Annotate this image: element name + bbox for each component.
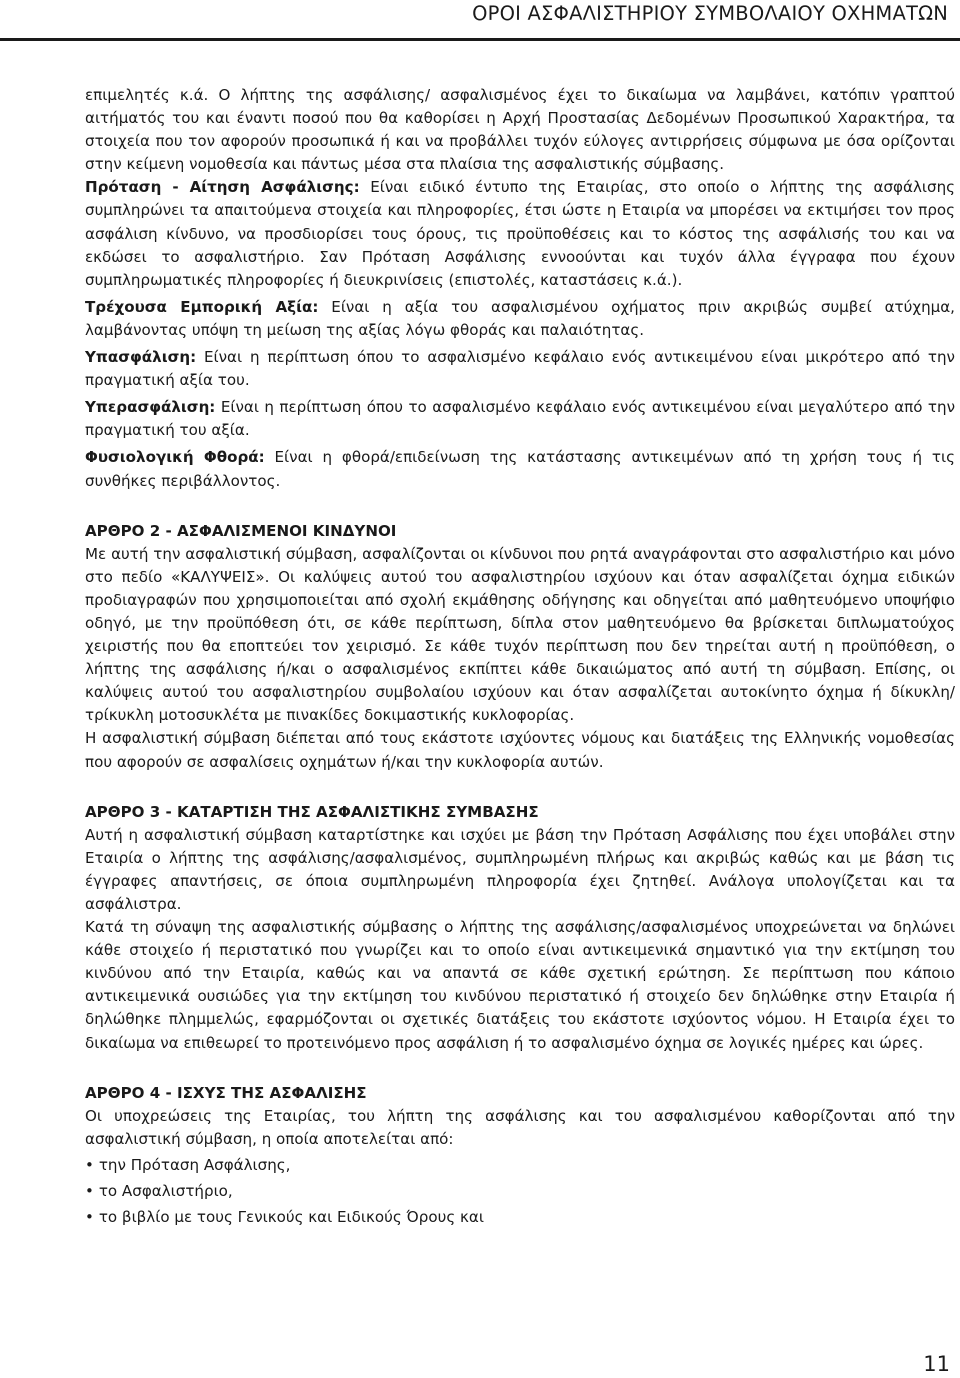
bullet-icon: • (85, 1182, 94, 1201)
bullet-icon: • (85, 1155, 94, 1174)
definition-text: Είναι η αξία του ασφαλισμένου οχήματος πριν ακριβώς συμβεί ατύχημα, λαμβάνοντας υπόψη τη μείωση της αξίας λόγω φθοράς και παλαιότητας. (85, 297, 955, 339)
list-item (85, 1180, 955, 1203)
page-header (0, 0, 960, 50)
list-item-text: το βιβλίο με τους Γενικούς και Ειδικούς Όρους και (98, 1208, 484, 1227)
intro-paragraph: επιμελητές κ.ά. Ο λήπτης της ασφάλισης/ ασφαλισμένος έχει το δικαίωμα να λαμβάνει, κατόπιν γραπτού αιτήματός του και έναντι ποσού που θα καθορίσει η Αρχή Προστασίας Δεδομένων Προσωπικού Χαρακτήρα, τα στοιχεία που τον αφορούν προσωπικά ή και να προβάλλει τυχόν εύλογες αντιρρήσεις σύμφωνα με όσα ορίζονται στην κείμενη νομοθεσία και πάντως μέσα στα πλαίσια της ασφαλιστικής σύμβασης. (85, 86, 955, 174)
definition-underinsurance (85, 346, 955, 392)
list-item (85, 1206, 955, 1229)
article-3-paragraph-2: Κατά τη σύναψη της ασφαλιστικής σύμβασης ο λήπτης της ασφάλισης/ασφαλισμένος υποχρεώνεται να δηλώνει κάθε στοιχείο ή περιστατικό που γνωρίζει και το οποίο είναι αντικειμενικά σημαντικό για την εκτίμηση του κινδύνου από την Εταιρία, καθώς και να απαντά σε κάθε σχετική ερώτηση. Σε περίπτωση που κάποιο αντικειμενικά ουσιώδες για την εκτίμηση του κινδύνου περιστατικό ή στοιχείο δεν δηλώθηκε στην Εταιρία ή δηλώθηκε πλημμελώς, εφαρμόζονται οι σχετικές διατάξεις του εκάστοτε ισχύοντος νόμου. Η Εταιρία έχει το δικαίωμα να επιθεωρεί το προτεινόμενο προς ασφάλιση ή το ασφαλισμένο όχημα σε λογικές ημέρες και ώρες. (85, 918, 955, 1052)
definition-text: Είναι η περίπτωση όπου το ασφαλισμένο κεφάλαιο ενός αντικειμένου είναι μικρότερο από την πραγματική αξία του. (85, 348, 955, 390)
article-3-heading: ΑΡΘΡΟ 3 - ΚΑΤΑΡΤΙΣΗ ΤΗΣ ΑΣΦΑΛΙΣΤΙΚΗΣ ΣΥΜΒΑΣΗΣ (85, 802, 539, 821)
definition-term: Τρέχουσα Εμπορική Αξία: (85, 297, 319, 316)
document-body (85, 84, 955, 1229)
definition-overinsurance (85, 396, 955, 442)
article-2-paragraph-2: Η ασφαλιστική σύμβαση διέπεται από τους εκάστοτε ισχύοντες νόμους και διατάξεις της Ελληνικής νομοθεσίας που αφορούν σε ασφαλίσεις οχημάτων ή/και την κυκλοφορία αυτών. (85, 729, 955, 771)
bullet-icon: • (85, 1208, 94, 1227)
article-3-paragraph-1: Αυτή η ασφαλιστική σύμβαση καταρτίστηκε και ισχύει με βάση την Πρόταση Ασφάλισης που έχει υποβάλει στην Εταιρία ο λήπτης της ασφάλισης/ασφαλισμένος, συμπληρωμένη πλήρως και ακριβώς καθώς και με βάση τις έγγραφες απαντήσεις, σε όποια συμπληρωμένη πληροφορία έχει ζητηθεί. Ανάλογα υπολογίζεται και τα ασφάλιστρα. (85, 825, 955, 913)
definition-text: Είναι η περίπτωση όπου το ασφαλισμένο κεφάλαιο ενός αντικειμένου είναι μεγαλύτερο από την πραγματική του αξία. (85, 398, 955, 440)
list-item-text: το Ασφαλιστήριο, (98, 1182, 233, 1201)
article-2-paragraph-1: Με αυτή την ασφαλιστική σύμβαση, ασφαλίζονται οι κίνδυνοι που ρητά αναγράφονται στο ασφαλιστήριο και μόνο στο πεδίο «ΚΑΛΥΨΕΙΣ». Οι καλύψεις αυτού του ασφαλιστηρίου ισχύουν και όταν ασφαλίζεται όχημα ειδικών προδιαγραφών που χρησιμοποιείται από σχολή εκμάθησης οδήγησης και οδηγείται από μαθητευόμενο υποψήφιο οδηγό, με την προϋπόθεση ότι, σε κάθε περίπτωση, δίπλα στον μαθητευόμενο θα βρίσκεται διπλωματούχος χειριστής που θα εποπτεύει τον χειρισμό. Σε κάθε τυχόν περίπτωση που δεν τηρείται αυτή η προϋπόθεση, ο λήπτης της ασφάλισης ή/και ο ασφαλισμένος εκπίπτει κάθε δικαιώματος από αυτή τη σύμβαση. Επίσης, οι καλύψεις αυτού του ασφαλιστηρίου συμβολαίου ισχύουν και όταν ασφαλίζεται αυτοκίνητο όχημα ή δίκυκλη/τρίκυκλη μοτοσυκλέτα με πινακίδες δοκιμαστικής κυκλοφορίας. (85, 544, 955, 725)
definition-text: Είναι η φθορά/επιδείνωση της κατάστασης αντικειμένων από τη χρήση τους ή τις συνθήκες περιβάλλοντος. (85, 448, 955, 490)
definition-proposal (85, 176, 955, 291)
list-item-text: την Πρόταση Ασφάλισης, (98, 1155, 291, 1174)
definition-term: Πρόταση - Αίτηση Ασφάλισης: (85, 178, 360, 197)
definition-wear (85, 446, 955, 492)
definition-text: Είναι ειδικό έντυπο της Εταιρίας, στο οποίο ο λήπτης της ασφάλισης συμπληρώνει τα απαιτούμενα στοιχεία και πληροφορίες, έτσι ώστε η Εταιρία να μπορέσει να εκτιμήσει τον προς ασφάλιση κίνδυνο, να προσδιορίσει τους όρους, τις προϋποθέσεις και το κόστος της ασφάλισής του και να εκδώσει το ασφαλιστήριο. Σαν Πρόταση Ασφάλισης εννοούνται και τυχόν άλλα έγγραφα που έχουν συμπληρωματικές πληροφορίες ή διευκρινίσεις (επιστολές, καταστάσεις κ.ά.). (85, 178, 955, 289)
article-4-paragraph-1: Οι υποχρεώσεις της Εταιρίας, του λήπτη της ασφάλισης και του ασφαλισμένου καθορίζονται από την ασφαλιστική σύμβαση, η οποία αποτελείται από: (85, 1106, 955, 1148)
header-rule (0, 38, 960, 41)
article-4-heading: ΑΡΘΡΟ 4 - ΙΣΧΥΣ ΤΗΣ ΑΣΦΑΛΙΣΗΣ (85, 1083, 367, 1102)
page-number: 11 (923, 1352, 950, 1376)
article-2-heading: ΑΡΘΡΟ 2 - ΑΣΦΑΛΙΣΜΕΝΟΙ ΚΙΝΔΥΝΟΙ (85, 521, 397, 540)
definition-term: Υπερασφάλιση: (85, 398, 216, 417)
document-title: ΟΡΟΙ ΑΣΦΑΛΙΣΤΗΡΙΟΥ ΣΥΜΒΟΛΑΙΟΥ ΟΧΗΜΑΤΩΝ (472, 2, 948, 25)
definition-term: Φυσιολογική Φθορά: (85, 448, 265, 467)
list-item (85, 1154, 955, 1177)
definition-term: Υπασφάλιση: (85, 348, 197, 367)
definition-market-value (85, 296, 955, 342)
